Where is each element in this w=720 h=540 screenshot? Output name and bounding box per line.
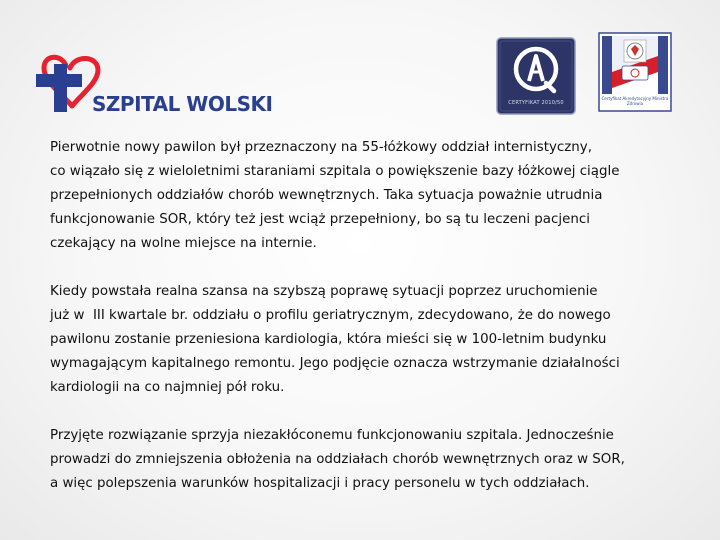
hospital-logo bbox=[36, 52, 300, 118]
text-line: wymagającym kapitalnego remontu. Jego podjęcie oznacza wstrzymanie działalności bbox=[50, 356, 620, 371]
text-line: już w III kwartale br. oddziału o profilu geriatrycznym, zdecydowano, że do nowego bbox=[50, 308, 611, 323]
paragraph bbox=[50, 424, 680, 496]
text-line: co wiązało się z wieloletnimi staraniami szpitala o powiększenie bazy łóżkowej ciągle bbox=[50, 164, 620, 179]
text-line: czekający na wolne miejsce na internie. bbox=[50, 236, 317, 251]
paragraph bbox=[50, 280, 680, 400]
text-line: Pierwotnie nowy pawilon był przeznaczony na 55-łóżkowy oddział internistyczny, bbox=[50, 140, 592, 155]
text-line: kardiologii na co najmniej pół roku. bbox=[50, 380, 285, 395]
logo-name: SZPITAL WOLSKI bbox=[92, 92, 273, 116]
iso-certificate-text: CERTYFIKAT 2010/50 bbox=[508, 100, 564, 106]
text-line: pawilonu zostanie przeniesiona kardiologia, która mieści się w 100-letnim budynku bbox=[50, 332, 607, 347]
paragraph bbox=[50, 136, 680, 256]
text-line: prowadzi do zmniejszenia obłożenia na oddziałach chorób wewnętrznych oraz w SOR, bbox=[50, 452, 625, 467]
text-line: Kiedy powstała realna szansa na szybszą poprawę sytuacji poprzez uruchomienie bbox=[50, 284, 598, 299]
article-body bbox=[50, 136, 680, 520]
text-line: funkcjonowanie SOR, który też jest wciąż przepełniony, bo są tu leczeni pacjenci bbox=[50, 212, 590, 227]
pcm-caption: Certyfikat Akredytacyjny Ministra Zdrowia bbox=[601, 96, 669, 106]
text-line: a więc polepszenia warunków hospitalizacji i pracy personelu w tych oddziałach. bbox=[50, 476, 590, 491]
pcm-accreditation bbox=[598, 32, 672, 112]
text-line: przepełnionych oddziałów chorób wewnętrznych. Taka sytuacja poważnie utrudnia bbox=[50, 188, 603, 203]
text-line: Przyjęte rozwiązanie sprzyja niezakłóconemu funkcjonowaniu szpitala. Jednocześnie bbox=[50, 428, 614, 443]
iso-certificate bbox=[496, 37, 576, 115]
